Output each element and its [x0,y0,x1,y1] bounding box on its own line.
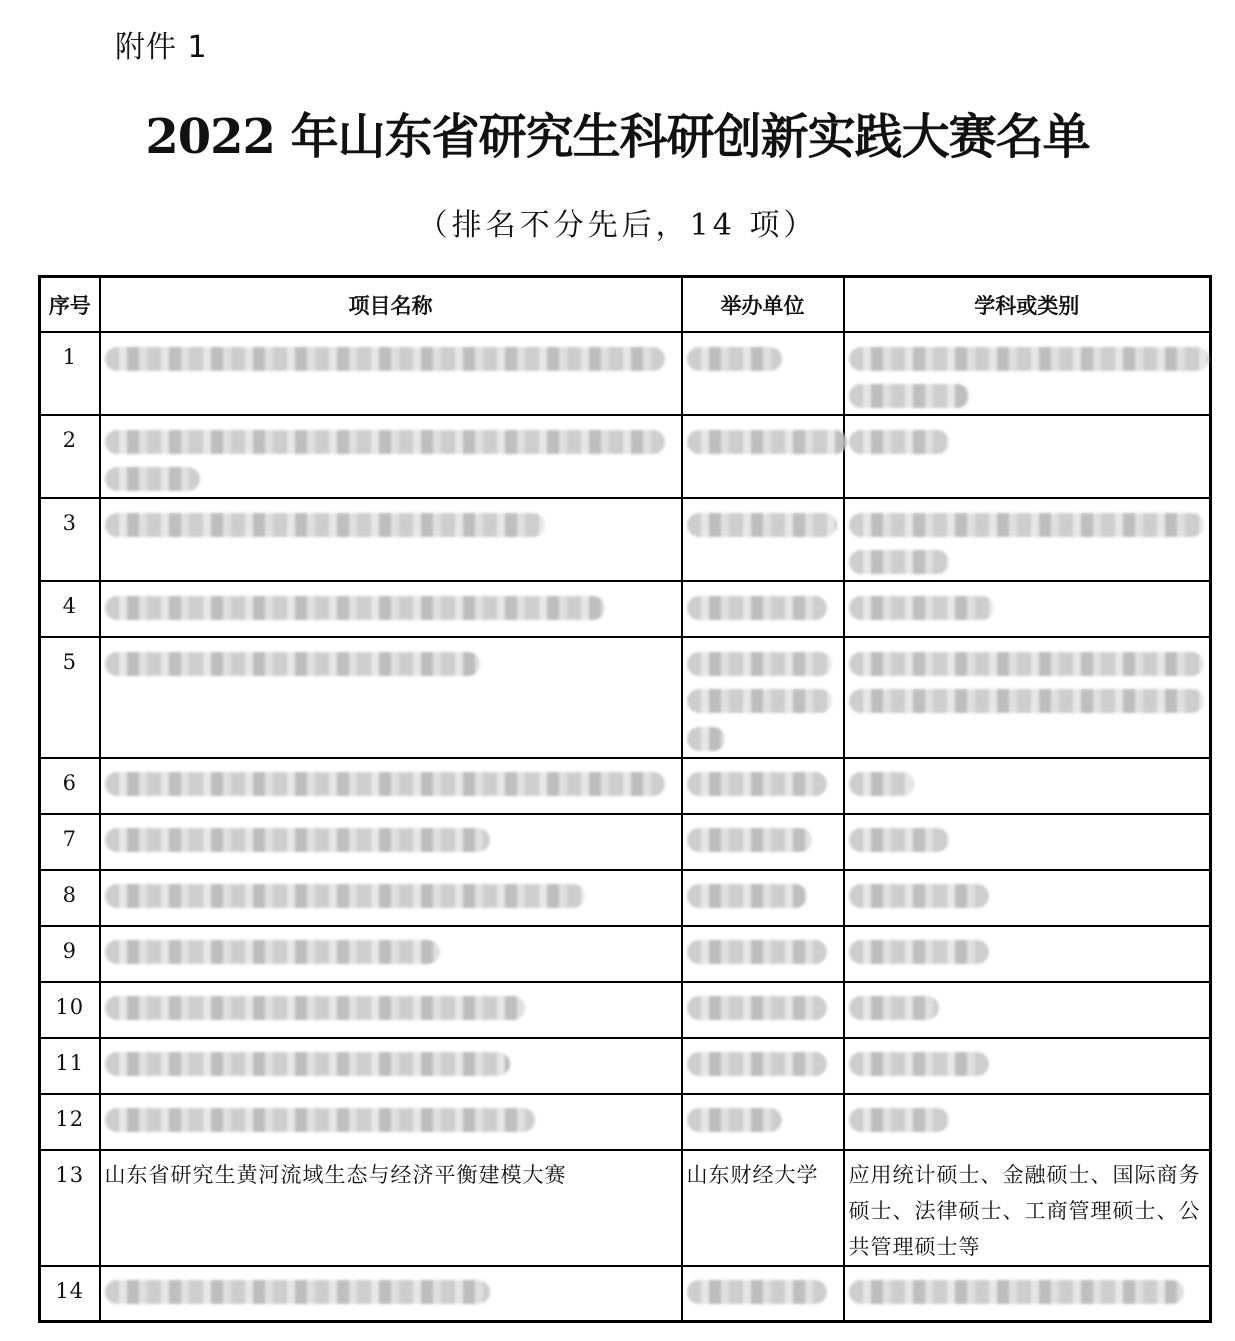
row-category [844,332,1211,415]
redacted-text [849,347,1209,371]
redacted-text [849,550,949,574]
redacted-text [687,940,827,964]
table-row [40,637,1211,758]
table-row [40,870,1211,926]
row-name [100,637,682,758]
redacted-text [105,884,585,908]
row-index: 4 [40,581,100,637]
row-index: 3 [40,498,100,581]
row-category: 应用统计硕士、金融硕士、国际商务硕士、法律硕士、工商管理硕士、公共管理硕士等 [844,1150,1211,1266]
row-org [682,814,844,870]
row-org [682,1266,844,1322]
row-name [100,758,682,814]
redacted-text [849,996,939,1020]
row-category [844,870,1211,926]
row-org [682,415,844,498]
redacted-text [105,828,490,852]
table-row [40,1038,1211,1094]
row-index: 13 [40,1150,100,1266]
row-index: 7 [40,814,100,870]
row-org [682,870,844,926]
table-row [40,332,1211,415]
redacted-text [687,347,782,371]
document-title: 2022 年山东省研究生科研创新实践大赛名单 [145,109,1090,165]
redacted-text [105,996,525,1020]
column-header-name: 项目名称 [100,277,682,333]
table-row [40,415,1211,498]
row-org [682,581,844,637]
redacted-text [687,1052,827,1076]
row-category [844,1266,1211,1322]
row-org [682,637,844,758]
row-org [682,1038,844,1094]
table-row [40,1266,1211,1322]
row-index: 10 [40,982,100,1038]
column-header-index: 序号 [40,277,100,333]
competition-table [38,275,1212,1323]
row-index: 2 [40,415,100,498]
redacted-text [687,772,827,796]
column-header-org: 举办单位 [682,277,844,333]
row-category [844,758,1211,814]
row-name [100,581,682,637]
row-category [844,1038,1211,1094]
redacted-text [687,828,812,852]
row-name [100,415,682,498]
row-category [844,982,1211,1038]
table-row [40,1150,1211,1266]
row-name: 山东省研究生黄河流域生态与经济平衡建模大赛 [100,1150,682,1266]
redacted-text [687,689,832,713]
redacted-text [105,513,545,537]
row-org [682,982,844,1038]
redacted-text [849,828,949,852]
row-index: 5 [40,637,100,758]
redacted-text [105,1108,535,1132]
row-org: 山东财经大学 [682,1150,844,1266]
redacted-text [687,996,827,1020]
redacted-text [687,596,827,620]
redacted-text [687,884,807,908]
row-category [844,637,1211,758]
redacted-text [849,689,1204,713]
row-name [100,1266,682,1322]
redacted-text [105,772,665,796]
redacted-text [105,467,200,491]
row-category [844,926,1211,982]
row-org [682,332,844,415]
redacted-text [849,1052,989,1076]
redacted-text [849,1280,1184,1304]
row-index: 12 [40,1094,100,1150]
row-index: 14 [40,1266,100,1322]
row-name [100,1094,682,1150]
redacted-text [849,1108,949,1132]
table-row [40,758,1211,814]
row-index: 8 [40,870,100,926]
redacted-text [105,1280,490,1304]
row-category [844,415,1211,498]
redacted-text [105,652,480,676]
row-index: 11 [40,1038,100,1094]
row-org [682,498,844,581]
redacted-text [687,1108,782,1132]
redacted-text [687,430,847,454]
redacted-text [849,596,994,620]
row-category [844,581,1211,637]
row-index: 9 [40,926,100,982]
row-name [100,1038,682,1094]
table-row [40,498,1211,581]
row-org [682,926,844,982]
row-name [100,814,682,870]
table-row [40,581,1211,637]
redacted-text [687,513,837,537]
redacted-text [849,430,949,454]
document-subtitle: （排名不分先后，14 项） [417,208,818,243]
redacted-text [849,772,914,796]
redacted-text [849,384,969,408]
redacted-text [849,652,1204,676]
redacted-text [687,727,725,751]
redacted-text [687,1280,827,1304]
table-header-row [40,277,1211,333]
redacted-text [849,513,1204,537]
row-name [100,982,682,1038]
redacted-text [105,940,440,964]
redacted-text [849,940,989,964]
table-row [40,982,1211,1038]
redacted-text [105,347,665,371]
redacted-text [849,884,989,908]
row-org [682,1094,844,1150]
row-index: 1 [40,332,100,415]
table-row [40,926,1211,982]
row-category [844,1094,1211,1150]
redacted-text [687,652,832,676]
table-row [40,814,1211,870]
row-name [100,926,682,982]
row-name [100,870,682,926]
row-org [682,758,844,814]
row-name [100,498,682,581]
row-category [844,498,1211,581]
redacted-text [105,596,605,620]
redacted-text [105,1052,510,1076]
row-category [844,814,1211,870]
row-name [100,332,682,415]
redacted-text [105,430,665,454]
table-row [40,1094,1211,1150]
row-index: 6 [40,758,100,814]
column-header-category: 学科或类别 [844,277,1211,333]
attachment-label: 附件 1 [115,30,208,65]
